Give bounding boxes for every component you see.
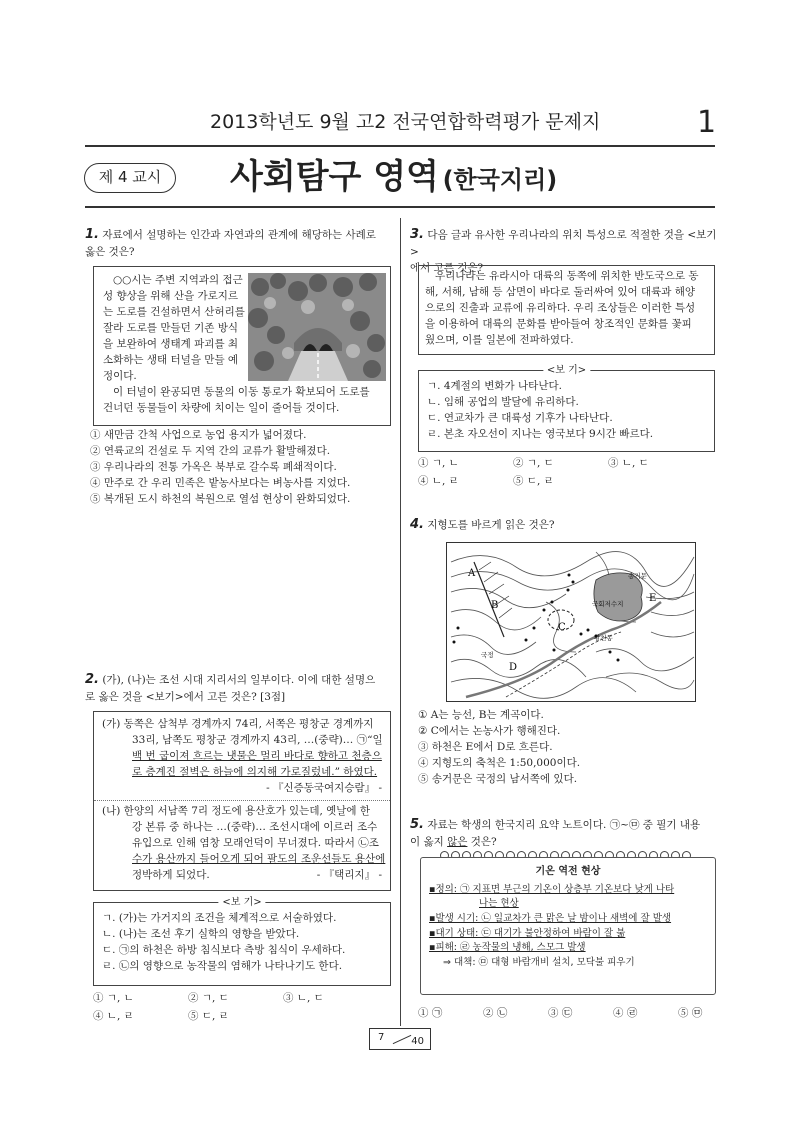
q3-passage-box: 우리나라는 유라시아 대륙의 동쪽에 위치한 반도국으로 동 해, 서해, 남해 등 삼면이 바다로 둘러싸여 있어 대륙과 해양 으로의 진출과 교류에 유리하다. 우리 조상들은 이러한 특성 을 이용하여 대륙의 문화를 받아들여 창조적인 문화를 꽃피 웠으며, 이를 일본에 전파하였다. (418, 265, 715, 355)
map-label-gukjeong: 국정 (481, 651, 494, 659)
q3-bogi-title: <보 기> (543, 363, 590, 378)
map-label-hwangcheon: 황천동 (594, 634, 613, 642)
q3-stem: 3. 다음 글과 유사한 우리나라의 위치 특성으로 적절한 것을 <보기> 에서 고른 것은? (410, 227, 717, 274)
q1-choices (90, 428, 350, 508)
q4-choice-2[interactable]: ② C에서는 논농사가 행해진다. (418, 724, 561, 737)
q3-choices (418, 456, 703, 490)
subject-title (230, 152, 557, 204)
subject-main: 사회탐구 영역 (230, 157, 439, 197)
q4-choice-3[interactable]: ③ 하천은 E에서 D로 흐른다. (418, 740, 553, 753)
q2-choice-1[interactable]: ① ㄱ, ㄴ (93, 992, 134, 1004)
exam-title: 2013학년도 9월 고2 전국연합학력평가 문제지 (210, 111, 601, 133)
q1-choice-2[interactable]: ② 연륙교의 건설로 두 지역 간의 교류가 활발해졌다. (90, 444, 331, 457)
map-label-d: D (509, 662, 518, 673)
q3-bogi-box: <보 기> ㄱ. 4계절의 변화가 나타난다. ㄴ. 임해 공업의 발달에 유리하다. ㄷ. 연교차가 큰 대륙성 기후가 나타난다. ㄹ. 본초 자오선이 지나는 영국보다 9시간 빠르다. (418, 370, 715, 452)
q5-number: 5. (410, 817, 424, 832)
q3-choice-5[interactable]: ⑤ ㄷ, ㄹ (513, 474, 554, 487)
q2-ga: (가) 동쪽은 삼척부 경계까지 74리, 서쪽은 평창군 경계까지 33리, 남쪽도 평창군 경계까지 43리, …(중략)… ㉠“일 백 번 굽이져 흐르는 냇물은 멀리 바다로 향하고 천층으 로 층계진 절벽은 하늘에 의지해 가로질렀네.” 하였다. - 『신증동국여지승람』 - (102, 718, 383, 794)
subject-sub: (한국지리) (442, 166, 558, 194)
q1-choice-5[interactable]: ⑤ 복개된 도시 하천의 복원으로 열섬 현상이 완화되었다. (90, 492, 351, 505)
column-divider (400, 218, 401, 1026)
q2-choice-2[interactable]: ② ㄱ, ㄷ (188, 992, 229, 1004)
q1-choice-1[interactable]: ① 새만금 간척 사업으로 농업 용지가 넓어졌다. (90, 429, 307, 441)
q5-stem: 5. 자료는 학생의 한국지리 요약 노트이다. ㉠~㉤ 중 필기 내용 이 옳지 않은 것은? (410, 817, 701, 848)
q1-passage-tail: 이 터널이 완공되면 동물의 이동 통로가 확보되어 도로를 건너던 동물들이 차량에 치이는 일이 줄어들 것이다. (103, 385, 370, 414)
q2-number: 2. (85, 672, 99, 687)
question-1 (85, 225, 391, 261)
title-divider (85, 206, 715, 208)
q3-choice-3[interactable]: ③ ㄴ, ㄷ (608, 457, 649, 469)
q5-choice-4[interactable]: ④ ㉣ (613, 1007, 638, 1019)
map-label-a: A (468, 568, 476, 579)
period-badge: 제 4 교시 (84, 163, 176, 193)
page-counter (369, 1028, 431, 1050)
q2-choice-5[interactable]: ⑤ ㄷ, ㄹ (188, 1009, 229, 1022)
header-divider (85, 145, 715, 147)
q3-choice-2[interactable]: ② ㄱ, ㄷ (513, 457, 554, 469)
q4-number: 4. (410, 517, 424, 532)
q1-choice-4[interactable]: ④ 만주로 간 우리 민족은 밭농사보다는 벼농사를 지었다. (90, 476, 351, 489)
q2-na: (나) 한양의 서남쪽 7리 정도에 용산호가 있는데, 옛날에 한 강 본류 중 하나는 …(중략)… 조선시대에 이르러 조수 유입으로 인해 염창 모래언덕이 무너졌다. 따라서 ㉡조 수가 용산까지 들어오게 되어 팔도의 조운선들도 용산에 정박하게 되었다. - 『택리지』 - (102, 804, 386, 881)
q1-passage-lines: ○○시는 주변 지역과의 접근 성 향상을 위해 산을 가로지르 는 도로를 건설하면서 산허리를 잘라 도로를 만들던 기존 방식 을 보완하여 생태계 파괴를 최 소화하는 생태 터널을 만들 예 정이다. (103, 274, 245, 382)
map-label-c: C (558, 622, 566, 633)
q3-choice-1[interactable]: ① ㄱ, ㄴ (418, 457, 459, 469)
map-label-b: B (491, 600, 499, 611)
q5-choice-3[interactable]: ③ ㉢ (548, 1007, 573, 1019)
eco-tunnel-photo (248, 273, 386, 381)
q3-number: 3. (410, 227, 424, 242)
q1-choice-3[interactable]: ③ 우리나라의 전통 가옥은 북부로 갈수록 폐쇄적이다. (90, 460, 337, 473)
q3-choice-4[interactable]: ④ ㄴ, ㄹ (418, 474, 459, 487)
question-5 (410, 815, 720, 851)
map-label-songgeo: 송거문 (628, 572, 647, 580)
question-4 (410, 515, 555, 535)
q1-number: 1. (85, 227, 99, 242)
q4-choice-1[interactable]: ① A는 능선, B는 계곡이다. (418, 709, 544, 721)
q5-choice-5[interactable]: ⑤ ㉤ (678, 1007, 703, 1019)
q5-choice-2[interactable]: ② ㉡ (483, 1007, 508, 1019)
q2-bogi-title: <보 기> (218, 895, 265, 910)
q4-choice-4[interactable]: ④ 지형도의 축척은 1:50,000이다. (418, 756, 581, 769)
note-title: 기온 역전 현상 (535, 866, 601, 877)
map-label-e: E (649, 593, 657, 604)
page-current: 7 (378, 1032, 385, 1043)
question-2 (85, 670, 395, 706)
q2-choice-3[interactable]: ③ ㄴ, ㄷ (283, 992, 324, 1004)
topographic-map (446, 542, 696, 702)
q2-stem: 2. (가), (나)는 조선 시대 지리서의 일부이다. 이에 대한 설명으 로 옳은 것을 <보기>에서 고른 것은? [3점] (85, 672, 376, 703)
q4-stem: 지형도를 바르게 읽은 것은? (427, 519, 555, 531)
q4-choice-5[interactable]: ⑤ 송거문은 국정의 남서쪽에 있다. (418, 772, 578, 785)
q5-choice-1[interactable]: ① ㉠ (418, 1007, 443, 1019)
summary-note: 기온 역전 현상 ▪정의: ㉠ 지표면 부근의 기온이 상층부 기온보다 낮게 나타 나는 현상 ▪발생 시기: ㉡ 일교차가 큰 맑은 날 밤이나 새벽에 잘 발생 ▪대기 상태: ㉢ 대기가 불안정하여 바람이 잘 붊 ▪피해: ㉣ 농작물의 냉해, 스모그 발생 ⇒ 대책: ㉤ 대형 바람개비 설치, 모닥불 피우기 (420, 857, 716, 995)
page-number: 1 (697, 105, 717, 140)
q5-choices (418, 1006, 718, 1022)
q2-bogi-box: <보 기> ㄱ. (가)는 가거지의 조건을 체계적으로 서술하였다. ㄴ. (나)는 조선 후기 실학의 영향을 받았다. ㄷ. ㉠의 하천은 하방 침식보다 측방 침식이 우세하다. ㄹ. ㉡의 영향으로 농작물의 염해가 나타나기도 한다. (93, 902, 391, 986)
q2-choices (93, 991, 378, 1025)
page-total: 40 (411, 1035, 424, 1047)
q2-passage-box (93, 711, 391, 891)
q4-choices (418, 708, 580, 788)
q2-choice-4[interactable]: ④ ㄴ, ㄹ (93, 1009, 134, 1022)
q1-stem: 1. 자료에서 설명하는 인간과 자연과의 관계에 해당하는 사례로 옳은 것은? (85, 227, 376, 258)
map-label-reservoir: 국회저수지 (592, 600, 624, 608)
